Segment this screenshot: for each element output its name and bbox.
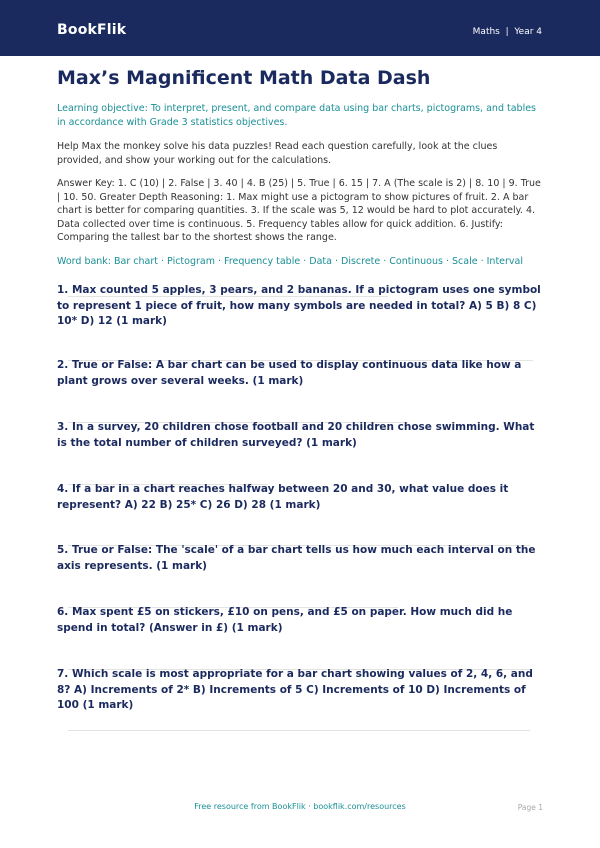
- page-number: Page 1: [517, 803, 543, 812]
- footer-resource-link[interactable]: Free resource from BookFlik · bookflik.com/resources: [194, 802, 406, 811]
- brand-logo[interactable]: BookFlik: [57, 22, 127, 38]
- question-7: 7. Which scale is most appropriate for a bar chart showing values of 2, 4, 6, and 8? A) Increments of 2* B) Increments of 5 C) Increments of 10 D) Increments of 100 (1 mark): [57, 668, 533, 711]
- question-5: 5. True or False: The 'scale' of a bar chart tells us how much each interval on the axis represents. (1 mark): [57, 544, 536, 572]
- worksheet-intro: [57, 66, 543, 268]
- question-6: 6. Max spent £5 on stickers, £10 on pens, and £5 on paper. How much did he spend in total? (Answer in £) (1 mark): [57, 606, 513, 634]
- question-3: 3. In a survey, 20 children chose football and 20 children chose swimming. What is the total number of children surveyed? (1 mark): [57, 421, 535, 449]
- learning-objective: Learning objective: To interpret, present, and compare data using bar charts, pictograms, and tables in accordance with Grade 3 statistics objectives.: [57, 103, 536, 128]
- question-4: 4. If a bar in a chart reaches halfway between 20 and 30, what value does it represent? A) 22 B) 25* C) 26 D) 28 (1 mark): [57, 483, 509, 511]
- page-header: [0, 0, 600, 56]
- instructions: Help Max the monkey solve his data puzzles! Read each question carefully, look at the clues provided, and show your working out for the calculations.: [57, 141, 498, 166]
- answer-key: Answer Key: 1. C (10) | 2. False | 3. 40 | 4. B (25) | 5. True | 6. 15 | 7. A (The scale is 2) | 8. 10 | 9. True | 10. 50. Greater Depth Reasoning: 1. Max might use a pictogram to show pictures of fruit. 2. A bar chart is better for comparing quantities. 3. If the scale was 5, 12 would be hard to plot accurately. 4. Data collected over time is continuous. 5. Frequency tables allow for quick addition. 6. Justify: Comparing the tallest bar to the shortest shows the range.: [57, 178, 541, 243]
- answer-line: [68, 730, 530, 731]
- word-bank: Word bank: Bar chart · Pictogram · Frequency table · Data · Discrete · Continuous · Scale · Interval: [57, 255, 524, 267]
- question-2: 2. True or False: A bar chart can be used to display continuous data like how a plant grows over several weeks. (1 mark): [57, 359, 522, 387]
- subject-year-label: Maths | Year 4: [472, 27, 542, 37]
- question-1: 1. Max counted 5 apples, 3 pears, and 2 bananas. If a pictogram uses one symbol to represent 1 piece of fruit, how many symbols are needed in total? A) 5 B) 8 C) 10* D) 12 (1 mark): [57, 284, 541, 327]
- worksheet-title: Max’s Magnificent Math Data Dash: [57, 67, 431, 89]
